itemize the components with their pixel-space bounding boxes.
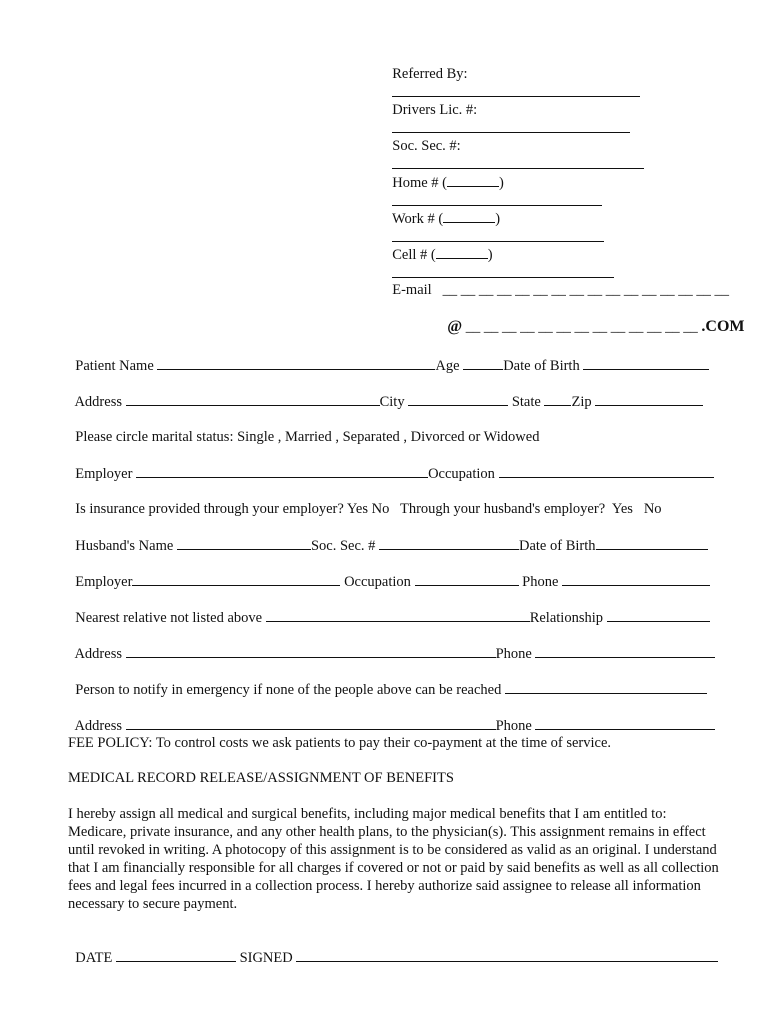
- email-at-sign: @: [447, 318, 463, 335]
- marital-status-row: [68, 410, 539, 446]
- husband-employer-row: [68, 554, 710, 591]
- email-label: E-mail: [392, 282, 432, 298]
- emergency-field[interactable]: [505, 680, 707, 694]
- signed-label: SIGNED: [239, 950, 293, 966]
- zip-label: Zip: [571, 394, 592, 410]
- marital-status-text[interactable]: Please circle marital status: Single , Married , Separated , Divorced or Widowed: [75, 429, 540, 445]
- date-label: DATE: [75, 950, 113, 966]
- work-paren-close: ): [495, 211, 501, 227]
- home-paren-close: ): [499, 175, 504, 191]
- cell-phone-label: Cell # (: [392, 247, 436, 263]
- address-label: Address: [74, 394, 122, 410]
- city-label: City: [379, 394, 405, 410]
- employer-label: Employer: [75, 466, 133, 482]
- city-field[interactable]: [408, 392, 508, 406]
- work-area-code-field[interactable]: [443, 209, 495, 223]
- patient-name-field[interactable]: [157, 356, 435, 370]
- zip-field[interactable]: [595, 392, 703, 406]
- husband-occupation-label: Occupation: [344, 574, 411, 590]
- relationship-label: Relationship: [529, 610, 604, 626]
- emergency-label: Person to notify in emergency if none of the people above can be reached: [75, 682, 502, 698]
- emergency-phone-label: Phone: [495, 718, 532, 734]
- email-domain-field[interactable]: __ __ __ __ __ __ __ __ __ __ __ __ __: [465, 319, 698, 335]
- referred-by-label: Referred By:: [392, 66, 468, 82]
- relative-phone-label: Phone: [495, 646, 532, 662]
- husband-soc-label: Soc. Sec. #: [310, 538, 376, 554]
- address-field[interactable]: [126, 392, 380, 406]
- age-label: Age: [435, 358, 460, 374]
- email-user-field[interactable]: __ __ __ __ __ __ __ __ __ __ __ __ __ __ __ __: [442, 282, 729, 298]
- cell-area-code-field[interactable]: [436, 245, 488, 259]
- occupation-field[interactable]: [499, 464, 714, 478]
- home-phone-label: Home # (: [392, 175, 448, 191]
- emergency-address-label: Address: [74, 718, 122, 734]
- email-domain-row: [440, 300, 745, 336]
- drivers-lic-label: Drivers Lic. #:: [392, 102, 478, 118]
- email-row: [385, 263, 729, 299]
- insurance-question-text[interactable]: Is insurance provided through your employer? Yes No Through your husband's employer? Yes No: [75, 501, 662, 517]
- relationship-field[interactable]: [607, 608, 710, 622]
- patient-name-row: [68, 338, 709, 375]
- employer-row: [68, 446, 714, 483]
- relative-address-label: Address: [74, 646, 122, 662]
- emergency-phone-field[interactable]: [535, 716, 715, 730]
- occupation-label: Occupation: [428, 466, 495, 482]
- emergency-address-row: [68, 698, 715, 735]
- release-paragraph: I hereby assign all medical and surgical benefits, including major medical benefits that I am entitled to: Medicare, private insurance, and any other health plans, to the physician(s). This assignment remains in effect until revoked in writing. A photocopy of this assignment is to be considered as valid as an original. I understand that I am financially responsible for all charges if covered or not or paid by said benefits as well as all collection fees and legal fees incurred in a collection process. I hereby authorize said assignee to release all information necessary to secure payment.: [68, 806, 719, 912]
- husband-row: [68, 518, 708, 555]
- state-field[interactable]: [544, 392, 571, 406]
- patient-name-label: Patient Name: [75, 358, 154, 374]
- insurance-question-row: [68, 482, 662, 518]
- signed-field[interactable]: [296, 948, 718, 962]
- age-field[interactable]: [463, 356, 503, 370]
- address-row: [68, 374, 703, 411]
- relative-label: Nearest relative not listed above: [75, 610, 263, 626]
- relative-field[interactable]: [266, 608, 530, 622]
- cell-paren-close: ): [487, 247, 493, 263]
- husband-phone-field[interactable]: [562, 572, 710, 586]
- husband-name-field[interactable]: [177, 536, 311, 550]
- relative-address-field[interactable]: [126, 644, 496, 658]
- husband-soc-field[interactable]: [379, 536, 519, 550]
- work-phone-label: Work # (: [392, 211, 444, 227]
- relative-row: [68, 590, 710, 627]
- dob-field[interactable]: [583, 356, 709, 370]
- relative-address-row: [68, 626, 715, 663]
- relative-phone-field[interactable]: [535, 644, 715, 658]
- emergency-row: [68, 662, 707, 699]
- husband-employer-field[interactable]: [132, 572, 340, 586]
- state-label: State: [511, 394, 541, 410]
- dob-label: Date of Birth: [503, 358, 580, 374]
- husband-dob-field[interactable]: [596, 536, 708, 550]
- date-field[interactable]: [116, 948, 236, 962]
- husband-phone-label: Phone: [522, 574, 559, 590]
- husband-dob-label: Date of Birth: [519, 538, 596, 554]
- husband-occupation-field[interactable]: [415, 572, 519, 586]
- soc-sec-label: Soc. Sec. #:: [392, 138, 461, 154]
- husband-employer-label: Employer: [75, 574, 133, 590]
- release-heading: MEDICAL RECORD RELEASE/ASSIGNMENT OF BENEFITS: [68, 770, 454, 786]
- employer-field[interactable]: [136, 464, 428, 478]
- husband-name-label: Husband's Name: [75, 538, 174, 554]
- emergency-address-field[interactable]: [126, 716, 496, 730]
- email-com-suffix: .COM: [701, 318, 745, 335]
- fee-policy: FEE POLICY: To control costs we ask patients to pay their co-payment at the time of service.: [68, 735, 612, 751]
- home-area-code-field[interactable]: [447, 173, 499, 187]
- signature-row: [68, 930, 718, 967]
